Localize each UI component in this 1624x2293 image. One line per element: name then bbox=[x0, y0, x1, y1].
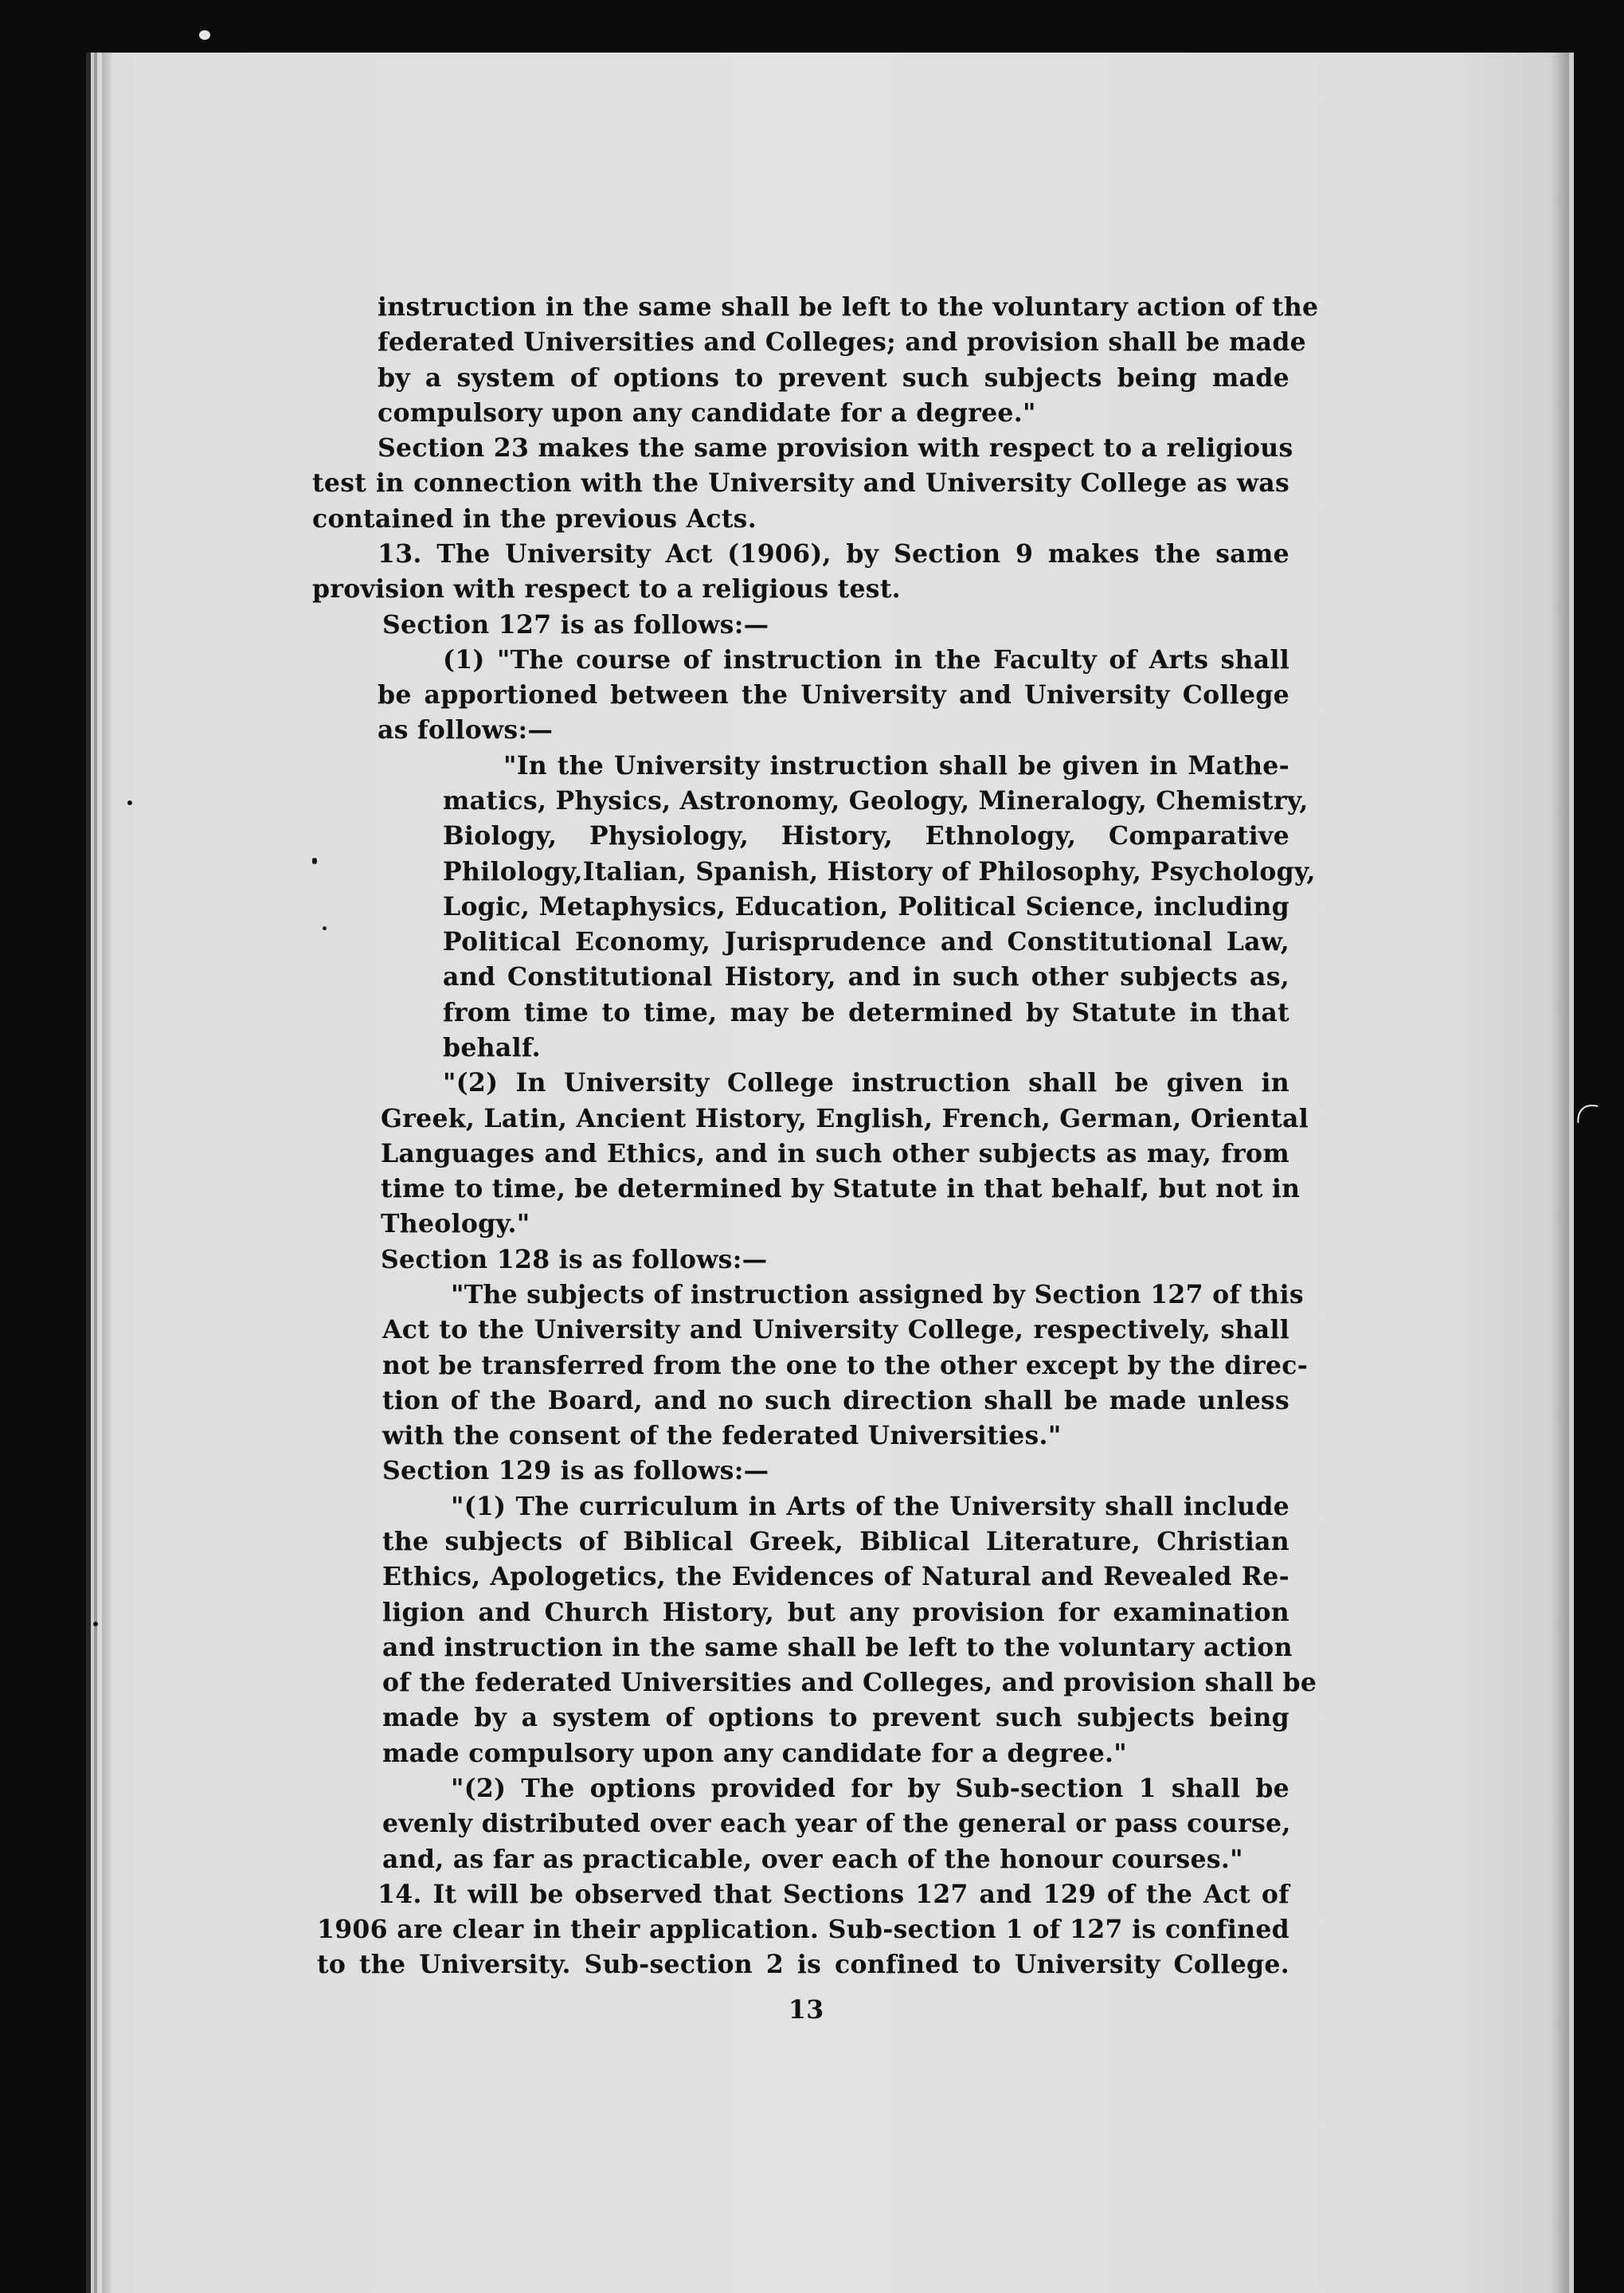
text-line: provision with respect to a religious test. bbox=[312, 574, 901, 604]
text-line: from time to time, may be determined by Statute in that bbox=[443, 998, 1289, 1027]
text-line: made compulsory upon any candidate for a degree." bbox=[382, 1739, 1128, 1768]
text-line: "(2) The options provided for by Sub-section 1 shall be bbox=[451, 1774, 1289, 1803]
text-line: Act to the University and University College, respectively, shall bbox=[382, 1315, 1289, 1344]
text-line: Logic, Metaphysics, Education, Political Science, including bbox=[443, 892, 1289, 922]
text-line: not be transferred from the one to the other except by the direc- bbox=[382, 1351, 1309, 1380]
text-line: Section 23 makes the same provision with respect to a religious bbox=[378, 433, 1293, 463]
text-line: to the University. Sub-section 2 is confined to University College. bbox=[317, 1950, 1289, 1979]
text-line: and, as far as practicable, over each of the honour courses." bbox=[382, 1845, 1243, 1874]
page-number: 13 bbox=[789, 1995, 824, 2025]
film-scratch bbox=[1566, 1094, 1624, 1180]
text-line: by a system of options to prevent such subjects being made bbox=[378, 363, 1289, 393]
text-line: tion of the Board, and no such direction shall be made unless bbox=[382, 1386, 1289, 1415]
text-line: 13. The University Act (1906), by Section 9 makes the same bbox=[378, 539, 1289, 569]
text-line: and Constitutional History, and in such other subjects as, bbox=[443, 962, 1289, 992]
text-line: "In the University instruction shall be given in Mathe- bbox=[503, 751, 1289, 781]
text-line: ligion and Church History, but any provision for examination bbox=[382, 1598, 1289, 1627]
text-line: behalf. bbox=[443, 1033, 541, 1062]
text-line: time to time, be determined by Statute in that behalf, but not in bbox=[381, 1174, 1301, 1203]
text-line: Languages and Ethics, and in such other subjects as may, from bbox=[381, 1139, 1289, 1168]
text-line: Section 128 is as follows:— bbox=[381, 1245, 768, 1274]
text-line: compulsory upon any candidate for a degree." bbox=[378, 398, 1036, 428]
text-line: as follows:— bbox=[378, 715, 554, 745]
text-line: "(1) The curriculum in Arts of the University shall include bbox=[451, 1492, 1289, 1521]
text-line: Ethics, Apologetics, the Evidences of Natural and Revealed Re- bbox=[382, 1562, 1289, 1591]
text-line: "The subjects of instruction assigned by Section 127 of this bbox=[451, 1280, 1304, 1309]
gutter-shadow bbox=[102, 53, 113, 2293]
text-line: "(2) In University College instruction shall be given in bbox=[443, 1068, 1289, 1098]
text-line: of the federated Universities and Colleges, and provision shall be bbox=[382, 1668, 1317, 1697]
page-fold-line bbox=[94, 53, 97, 2293]
text-line: 1906 are clear in their application. Sub-section 1 of 127 is confined bbox=[317, 1915, 1289, 1944]
text-line: made by a system of options to prevent such subjects being bbox=[382, 1703, 1289, 1732]
text-line: Political Economy, Jurisprudence and Constitutional Law, bbox=[443, 927, 1289, 957]
dust-speck bbox=[93, 1622, 98, 1626]
text-line: be apportioned between the University and University College bbox=[378, 680, 1289, 710]
text-line: federated Universities and Colleges; and provision shall be made bbox=[378, 327, 1307, 357]
text-line: Section 127 is as follows:— bbox=[382, 610, 769, 640]
dust-speck bbox=[312, 858, 315, 864]
text-line: test in connection with the University and University College as was bbox=[312, 468, 1289, 498]
dust-speck bbox=[323, 926, 327, 930]
text-line: instruction in the same shall be left to the voluntary action of the bbox=[378, 292, 1319, 322]
dust-speck bbox=[199, 30, 210, 40]
text-line: and instruction in the same shall be left to the voluntary action bbox=[382, 1633, 1293, 1662]
text-line: 14. It will be observed that Sections 127 and 129 of the Act of bbox=[378, 1880, 1289, 1909]
text-line: (1) "The course of instruction in the Faculty of Arts shall bbox=[443, 645, 1289, 675]
text-line: Section 129 is as follows:— bbox=[382, 1456, 769, 1485]
page-right-edge bbox=[1552, 53, 1569, 2293]
text-line: evenly distributed over each year of the general or pass course, bbox=[382, 1809, 1291, 1838]
text-line: Biology, Physiology, History, Ethnology, Comparative bbox=[443, 821, 1289, 851]
text-line: contained in the previous Acts. bbox=[312, 504, 757, 534]
text-line: the subjects of Biblical Greek, Biblical Literature, Christian bbox=[382, 1527, 1289, 1556]
text-line: with the consent of the federated Universities." bbox=[382, 1421, 1062, 1450]
text-line: Greek, Latin, Ancient History, English, French, German, Oriental bbox=[381, 1104, 1309, 1133]
text-line: Theology." bbox=[381, 1209, 530, 1238]
text-line: matics, Physics, Astronomy, Geology, Mineralogy, Chemistry, bbox=[443, 786, 1309, 816]
dust-speck bbox=[127, 800, 132, 805]
text-line: Philology,Italian, Spanish, History of Philosophy, Psychology, bbox=[443, 857, 1316, 886]
